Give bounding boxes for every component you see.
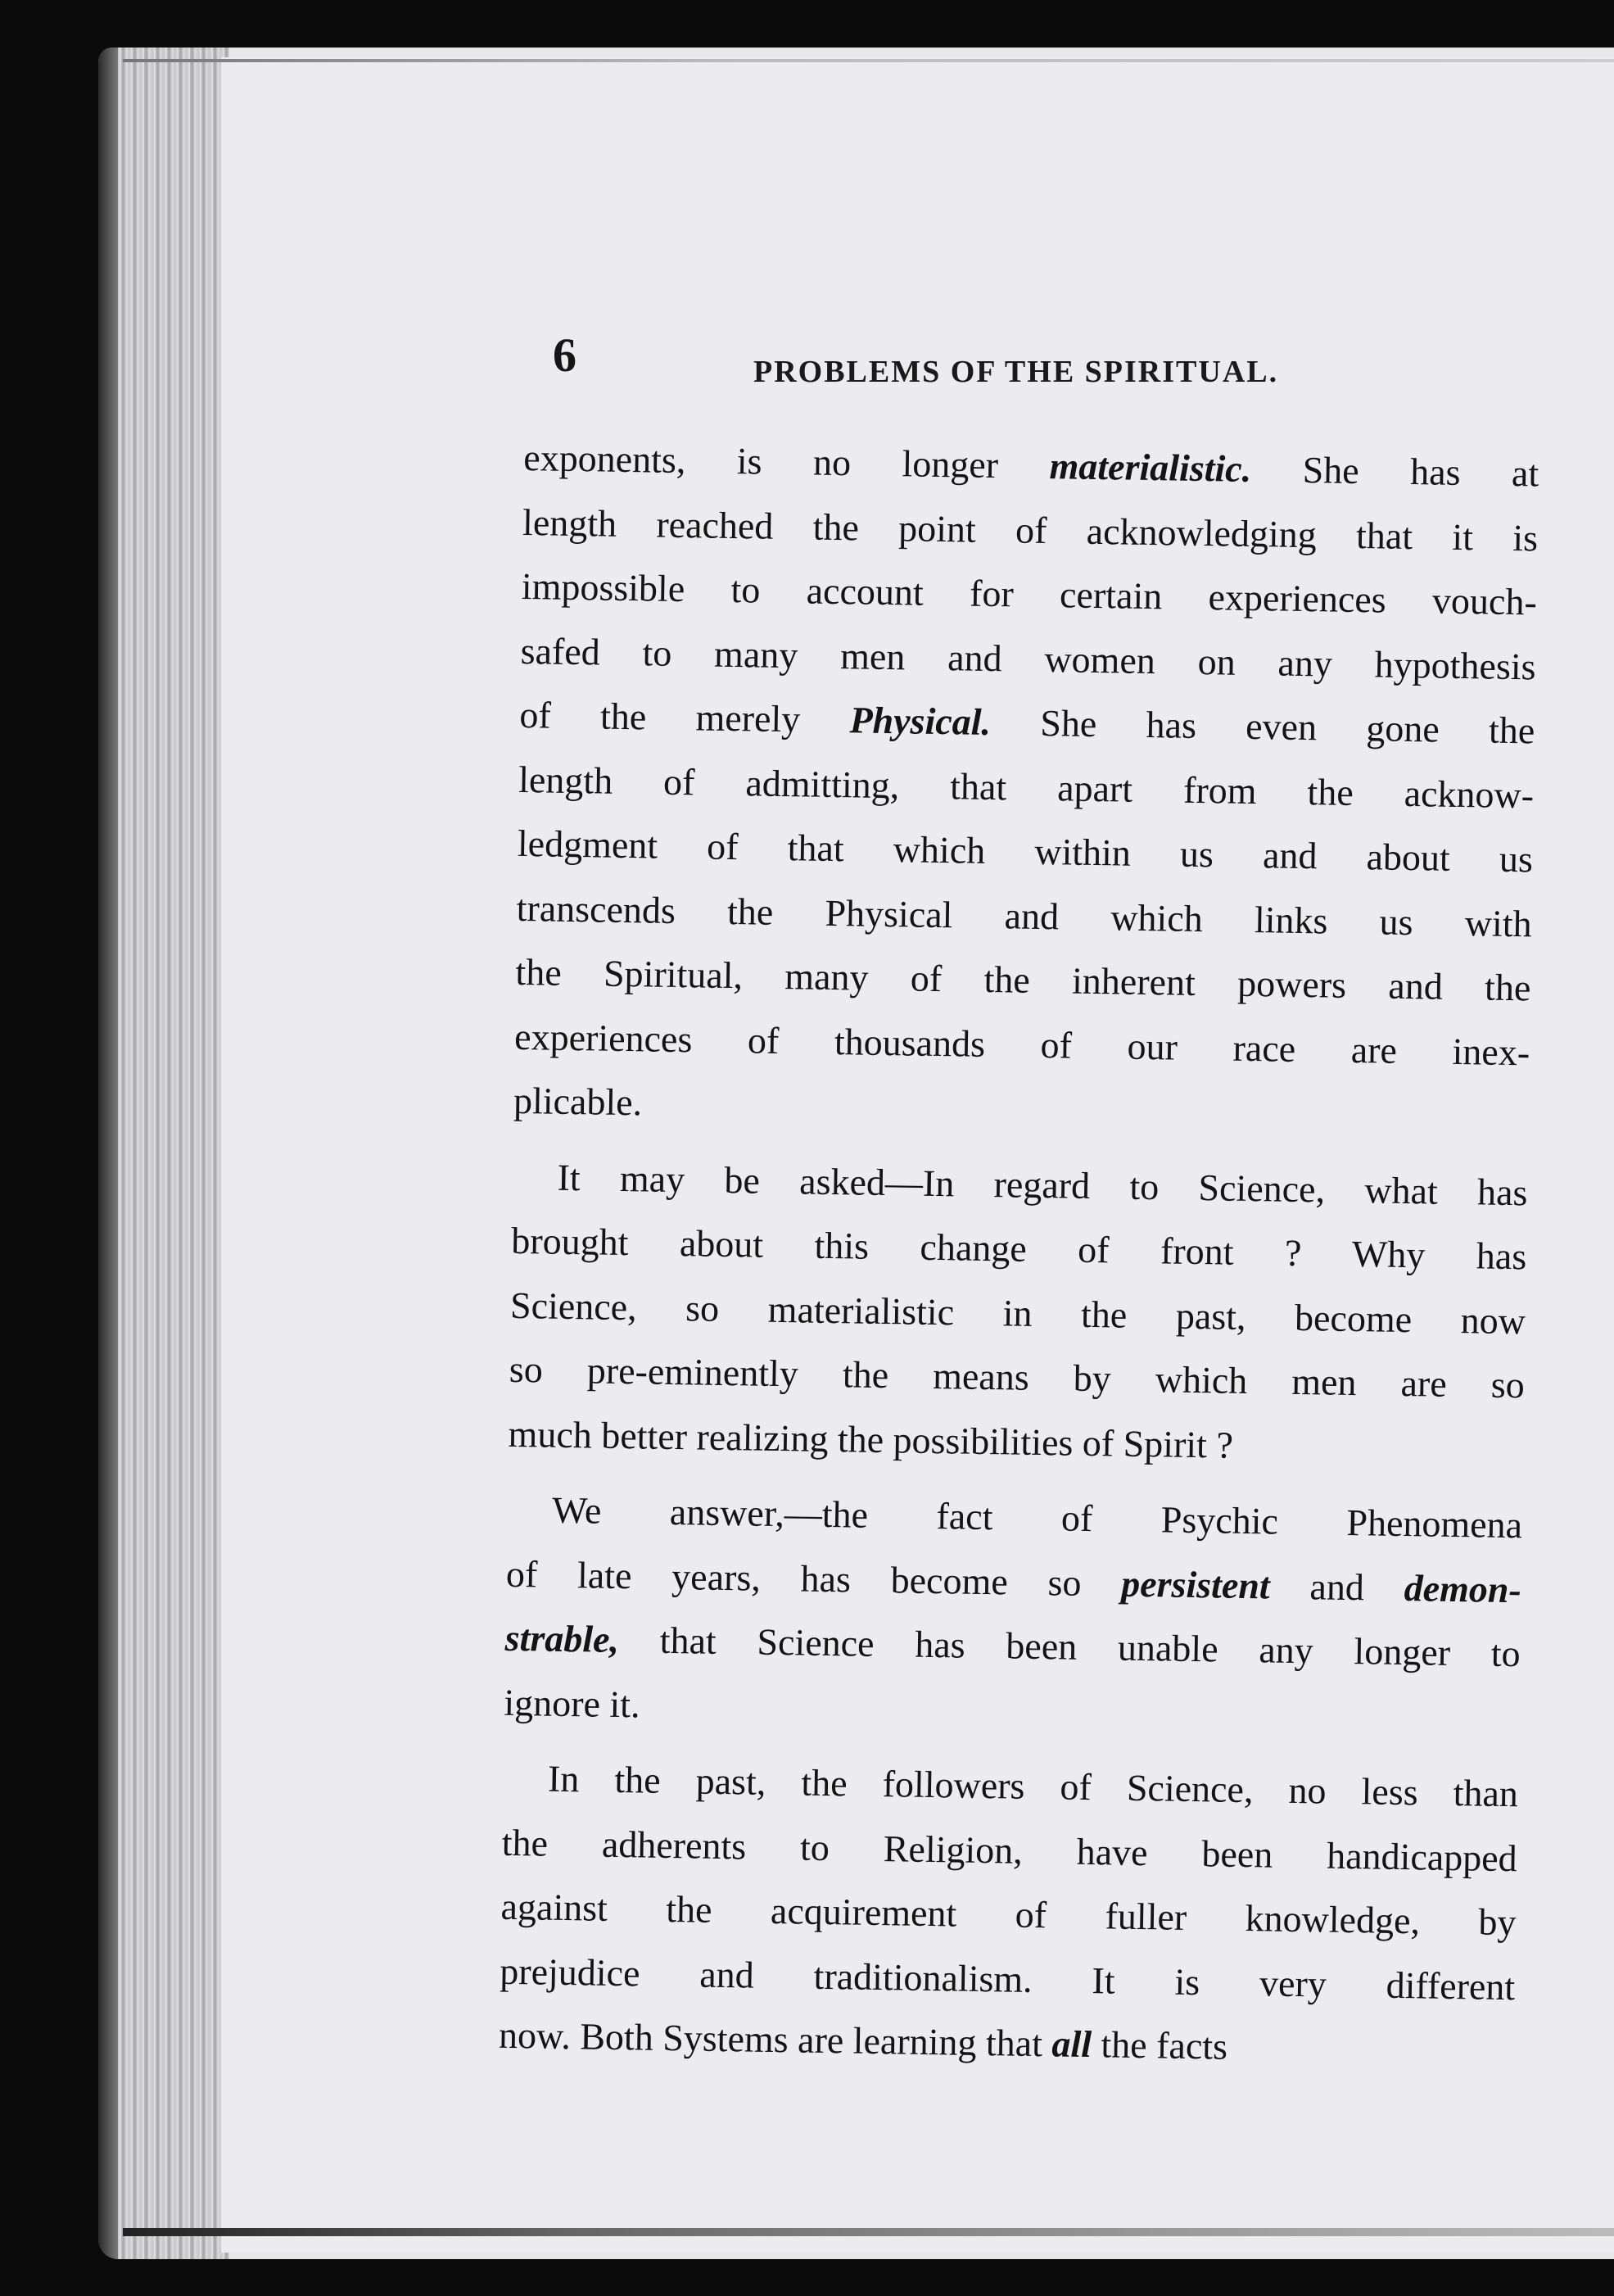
- top-edge-line: [123, 59, 1614, 62]
- text-run: We answer,—the fact of Psychic Phenomena: [551, 1488, 1523, 1547]
- text-run: now. Both Systems are learning that: [498, 2013, 1052, 2065]
- paragraph: [513, 426, 1539, 1149]
- text-run: transcends the Physical and which links us with: [516, 886, 1533, 944]
- bottom-edge-line: [123, 2228, 1614, 2236]
- text-run: exponents, is no longer: [522, 436, 1051, 487]
- text-run: ignore it.: [504, 1681, 640, 1725]
- text-run: She has at: [1250, 447, 1539, 495]
- text-run: of the merely: [519, 693, 850, 741]
- text-run: much better realizing the possibilities of Spirit ?: [508, 1412, 1234, 1466]
- text-run: plicable.: [513, 1079, 643, 1124]
- text-run: Science, so materialistic in the past, become now: [509, 1284, 1526, 1342]
- paragraph: [504, 1478, 1523, 1750]
- emphasis: all: [1051, 2022, 1092, 2066]
- text-run: that Science has been unable any longer to: [618, 1619, 1521, 1675]
- text-run: against the acquirement of fuller knowledge, by: [500, 1885, 1517, 1944]
- text-run: It may be asked—In regard to Science, what has: [557, 1156, 1528, 1213]
- text-run: of late years, has become so: [505, 1552, 1122, 1605]
- paragraph: [508, 1144, 1528, 1482]
- text-run: length reached the point of acknowledging that it is: [522, 500, 1539, 559]
- text-run: the adherents to Religion, have been handicapped: [501, 1821, 1518, 1879]
- page-header: [553, 328, 1372, 389]
- text-run: so pre-eminently the means by which men are so: [509, 1347, 1526, 1406]
- text-run: experiences of thousands of our race are inex-: [513, 1015, 1530, 1073]
- emphasis: materialistic.: [1049, 445, 1252, 490]
- body-text: [498, 426, 1539, 2095]
- text-run: the facts: [1091, 2023, 1228, 2067]
- text-run: ledgment of that which within us and about us: [517, 822, 1534, 881]
- emphasis: persistent: [1120, 1562, 1271, 1606]
- page-edges: [98, 48, 229, 2259]
- running-head: PROBLEMS OF THE SPIRITUAL.: [753, 355, 1279, 389]
- text-run: and: [1269, 1564, 1405, 1609]
- text-run: brought about this change of front ? Why has: [510, 1219, 1527, 1278]
- text-run: the Spiritual, many of the inherent powers and the: [515, 950, 1531, 1009]
- text-run: length of admitting, that apart from the acknow-: [518, 758, 1535, 816]
- spine-shadow: [98, 48, 118, 2259]
- paragraph: [499, 1746, 1519, 2084]
- emphasis: strable,: [504, 1616, 620, 1661]
- text-run: She has even gone the: [990, 701, 1535, 752]
- text-run: In the past, the followers of Science, no less than: [547, 1757, 1519, 1815]
- emphasis: demon-: [1404, 1566, 1522, 1610]
- text-run: prejudice and traditionalism. It is very different: [499, 1950, 1516, 2008]
- text-run: impossible to account for certain experiences vouch-: [521, 564, 1538, 623]
- text-run: safed to many men and women on any hypothesis: [520, 629, 1536, 687]
- emphasis: Physical.: [849, 699, 992, 743]
- page-number: 6: [553, 328, 576, 382]
